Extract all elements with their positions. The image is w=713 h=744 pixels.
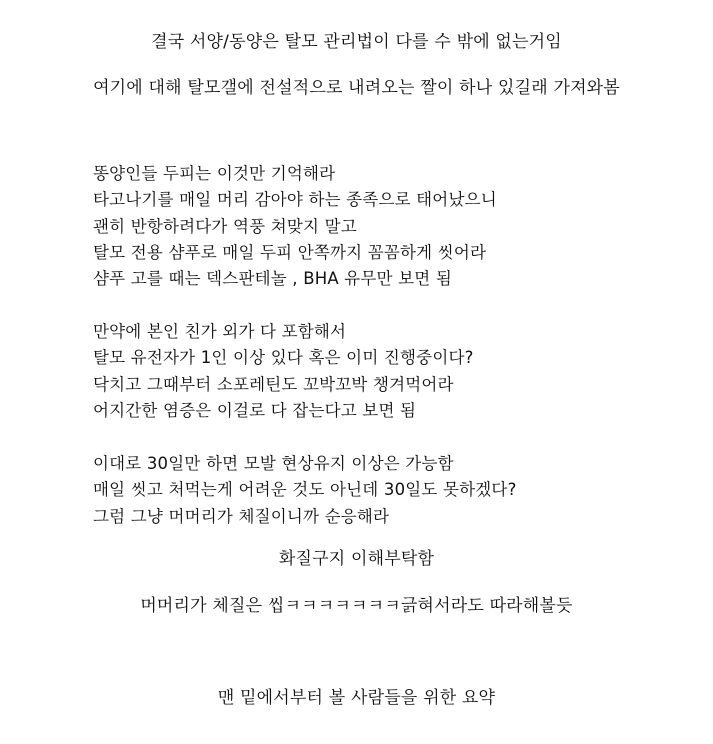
image-text-line: 이대로 30일만 하면 모발 현상유지 이상은 가능함 bbox=[93, 454, 454, 473]
footer-line-3: 맨 밑에서부터 볼 사람들을 위한 요약 bbox=[217, 688, 496, 708]
footer-line-1: 화질구지 이해부탁함 bbox=[278, 549, 435, 569]
image-text-line: 매일 씻고 처먹는게 어려운 것도 아닌데 30일도 못하겠다? bbox=[93, 480, 517, 500]
image-text-paragraph-3 bbox=[93, 451, 693, 530]
image-text-paragraph-1 bbox=[93, 161, 693, 292]
image-text-line: 똥양인들 두피는 이것만 기억해라 bbox=[93, 164, 336, 183]
image-text-line: 샴푸 고를 때는 덱스판테놀 , BHA 유무만 보면 됨 bbox=[93, 269, 452, 289]
footer-line-2: 머머리가 체질은 씹ㅋㅋㅋㅋㅋㅋㅋ긁혀서라도 따라해볼듯 bbox=[140, 596, 573, 616]
image-text-line: 닥치고 그때부터 소포레틴도 꼬박꼬박 챙겨먹어라 bbox=[93, 374, 454, 394]
image-text-line: 탈모 전용 샴푸로 매일 두피 안쪽까지 꼼꼼하게 씻어라 bbox=[93, 242, 487, 262]
image-text-line: 그럼 그냥 머머리가 체질이니까 순응해라 bbox=[93, 506, 390, 526]
image-text-line: 탈모 유전자가 1인 이상 있다 혹은 이미 진행중이다? bbox=[93, 348, 474, 368]
header-line-1: 결국 서양/동양은 탈모 관리법이 다를 수 밖에 없는거임 bbox=[151, 32, 562, 52]
image-text-line: 괜히 반항하려다가 역풍 쳐맞지 말고 bbox=[93, 216, 357, 236]
image-text-line: 어지간한 염증은 이걸로 다 잡는다고 보면 됨 bbox=[93, 400, 417, 420]
header-line-2: 여기에 대해 탈모갤에 전설적으로 내려오는 짤이 하나 있길래 가져와봄 bbox=[93, 78, 620, 98]
image-text-line: 타고나기를 매일 머리 감아야 하는 종족으로 태어났으니 bbox=[93, 190, 497, 210]
image-text-paragraph-2 bbox=[93, 319, 693, 424]
image-text-line: 만약에 본인 친가 외가 다 포함해서 bbox=[93, 322, 347, 341]
